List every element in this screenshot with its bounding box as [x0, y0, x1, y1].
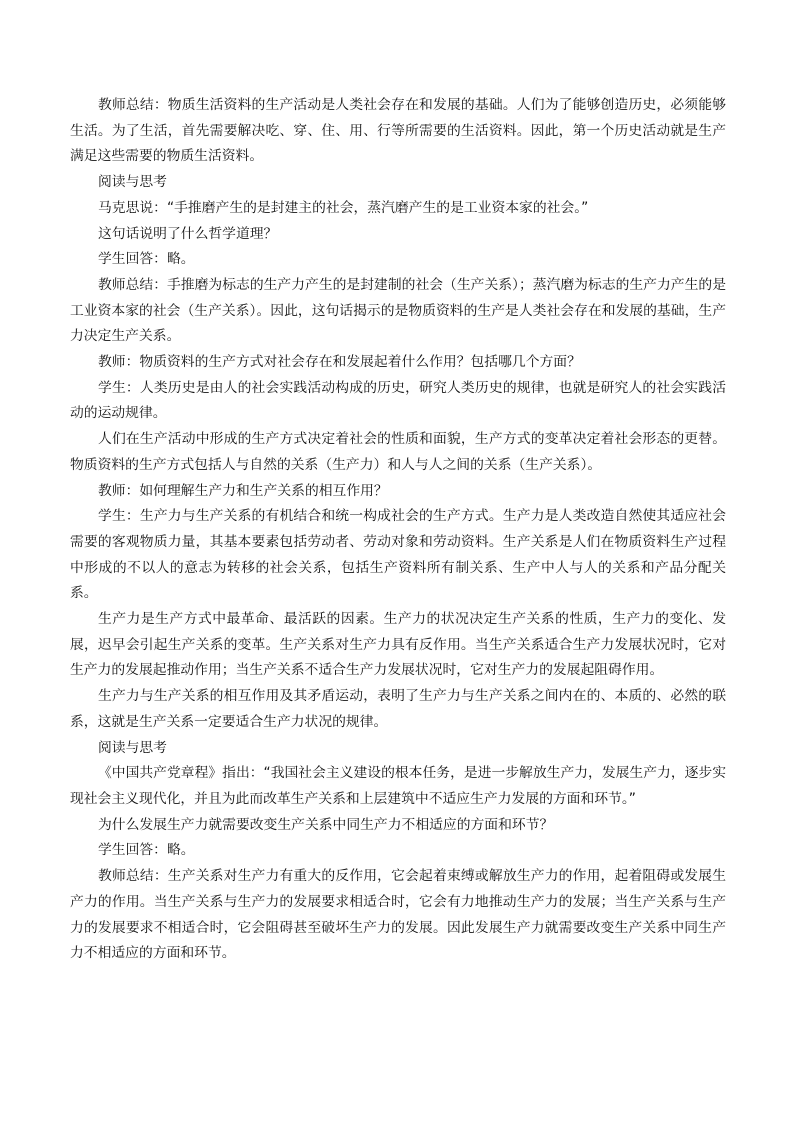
- paragraph-student-response-1: 学生：人类历史是由人的社会实践活动构成的历史，研究人类历史的规律，也就是研究人的社会实践活动的运动规律。: [70, 379, 726, 422]
- paragraph-interaction-law: 生产力与生产关系的相互作用及其矛盾运动，表明了生产力与生产关系之间内在的、本质的、必然的联系，这就是生产关系一定要适合生产力状况的规律。: [70, 688, 726, 730]
- paragraph-party-constitution: 《中国共产党章程》指出：“我国社会主义建设的根本任务，是进一步解放生产力，发展生产力，逐步实现社会主义现代化，并且为此而改革生产关系和上层建筑中不适应生产力发展的方面和环节。”: [70, 765, 727, 807]
- paragraph-productivity-role: 生产力是生产方式中最革命、最活跃的因素。生产力的状况决定生产关系的性质，生产力的变化、发展，迟早会引起生产关系的变革。生产关系对生产力具有反作用。当生产关系适合生产力发展状况时，它对生产力的发展起推动作用；当生产关系不适合生产力发展状况时，它对生产力的发展起阻碍作用。: [70, 611, 726, 679]
- heading-read-and-think-2: 阅读与思考: [98, 739, 167, 756]
- paragraph-teacher-summary-1: 教师总结：物质生活资料的生产活动是人类社会存在和发展的基础。人们为了能够创造历史，必须能够生活。为了生活，首先需要解决吃、穿、住、用、行等所需要的生活资料。因此，第一个历史活动就是生产满足这些需要的物质生活资料。: [70, 97, 726, 165]
- paragraph-teacher-summary-2: 教师总结：手推磨为标志的生产力产生的是封建制的社会（生产关系）；蒸汽磨为标志的生产力产生的是工业资本家的社会（生产关系）。因此，这句话揭示的是物质资料的生产是人类社会存在和发展的基础，生产力决定生产关系。: [70, 276, 726, 345]
- paragraph-student-answer-1: 学生回答：略。: [98, 251, 195, 268]
- paragraph-teacher-question-2: 教师：如何理解生产力和生产关系的相互作用？: [98, 482, 388, 499]
- paragraph-teacher-summary-3: 教师总结：生产关系对生产力有重大的反作用，它会起着束缚或解放生产力的作用，起着阻碍或发展生产力的作用。当生产关系与生产力的发展要求相适合时，它会有力地推动生产力的发展；当生产关系与生产力的发展要求不相适合时，它会阻碍甚至破坏生产力的发展。因此发展生产力就需要改变生产关系中同生产力不相适应的方面和环节。: [70, 868, 726, 962]
- paragraph-question-1: 这句话说明了什么哲学道理？: [98, 225, 278, 242]
- paragraph-question-2: 为什么发展生产力就需要改变生产关系中同生产力不相适应的方面和环节？: [98, 816, 554, 833]
- paragraph-production-mode: 人们在生产活动中形成的生产方式决定着社会的性质和面貌，生产方式的变革决定着社会形态的更替。物质资料的生产方式包括人与自然的关系（生产力）和人与人之间的关系（生产关系）。: [70, 431, 726, 473]
- paragraph-marx-quote: 马克思说：“手推磨产生的是封建主的社会，蒸汽磨产生的是工业资本家的社会。”: [98, 199, 589, 216]
- heading-read-and-think-1: 阅读与思考: [98, 174, 167, 191]
- document-body: [70, 93, 726, 967]
- paragraph-student-response-2: 学生：生产力与生产关系的有机结合和统一构成社会的生产方式。生产力是人类改造自然使其适应社会需要的客观物质力量，其基本要素包括劳动者、劳动对象和劳动资料。生产关系是人们在物质资料生产过程中形成的不以人的意志为转移的社会关系，包括生产资料所有制关系、生产中人与人的关系和产品分配关系。: [70, 508, 726, 602]
- paragraph-teacher-question-1: 教师：物质资料的生产方式对社会存在和发展起着什么作用？包括哪几个方面？: [98, 354, 581, 371]
- paragraph-student-answer-2: 学生回答：略。: [98, 842, 195, 859]
